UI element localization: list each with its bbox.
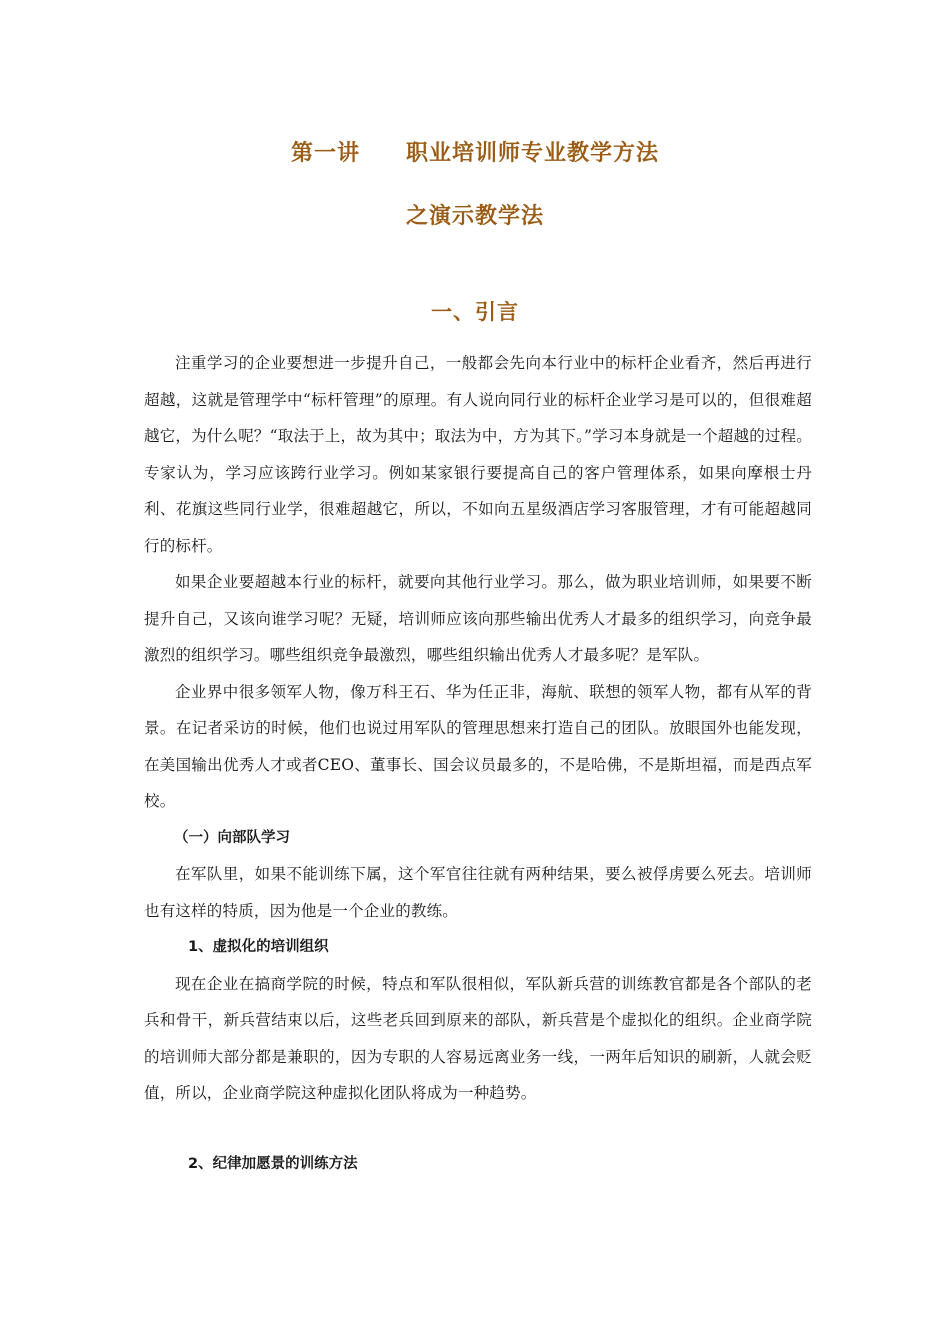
document-body — [144, 345, 812, 1182]
section-heading-introduction: 一、引言 — [431, 300, 519, 324]
paragraph-4: 在军队里，如果不能训练下属，这个军官往往就有两种结果，要么被俘虏要么死去。培训师也有这样的特质，因为他是一个企业的教练。 — [144, 865, 812, 920]
document-title-line1: 第一讲 职业培训师专业教学方法 — [290, 141, 659, 166]
document-title-line2: 之演示教学法 — [405, 204, 544, 229]
subsection-heading-learn-from-army: （一）向部队学习 — [174, 829, 290, 846]
item-heading-discipline-vision-method: 2、纪律加愿景的训练方法 — [188, 1155, 358, 1172]
paragraph-3: 企业界中很多领军人物，像万科王石、华为任正非，海航、联想的领军人物，都有从军的背景。在记者采访的时候，他们也说过用军队的管理思想来打造自己的团队。放眼国外也能发现，在美国输出优秀人才或者CEO、董事长、国会议员最多的，不是哈佛，不是斯坦福，而是西点军校。 — [144, 682, 812, 810]
item-heading-virtual-training-org: 1、虚拟化的培训组织 — [188, 939, 329, 955]
paragraph-2: 如果企业要超越本行业的标杆，就要向其他行业学习。那么，做为职业培训师，如果要不断提升自己，又该向谁学习呢？无疑，培训师应该向那些输出优秀人才最多的组织学习，向竞争最激烈的组织学习。哪些组织竞争最激烈，哪些组织输出优秀人才最多呢？是军队。 — [144, 573, 812, 664]
paragraph-1: 注重学习的企业要想进一步提升自己，一般都会先向本行业中的标杆企业看齐，然后再进行超越，这就是管理学中“标杆管理”的原理。有人说向同行业的标杆企业学习是可以的，但很难超越它，为什么呢？“取法于上，故为其中；取法为中，方为其下。”学习本身就是一个超越的过程。专家认为，学习应该跨行业学习。例如某家银行要提高自己的客户管理体系，如果向摩根士丹利、花旗这些同行业学，很难超越它，所以，不如向五星级酒店学习客服管理，才有可能超越同行的标杆。 — [144, 354, 812, 555]
spacer — [144, 1112, 812, 1146]
paragraph-5: 现在企业在搞商学院的时候，特点和军队很相似，军队新兵营的训练教官都是各个部队的老兵和骨干，新兵营结束以后，这些老兵回到原来的部队，新兵营是个虚拟化的组织。企业商学院的培训师大部分都是兼职的，因为专职的人容易远离业务一线，一两年后知识的刷新，人就会贬值，所以，企业商学院这种虚拟化团队将成为一种趋势。 — [144, 974, 812, 1102]
